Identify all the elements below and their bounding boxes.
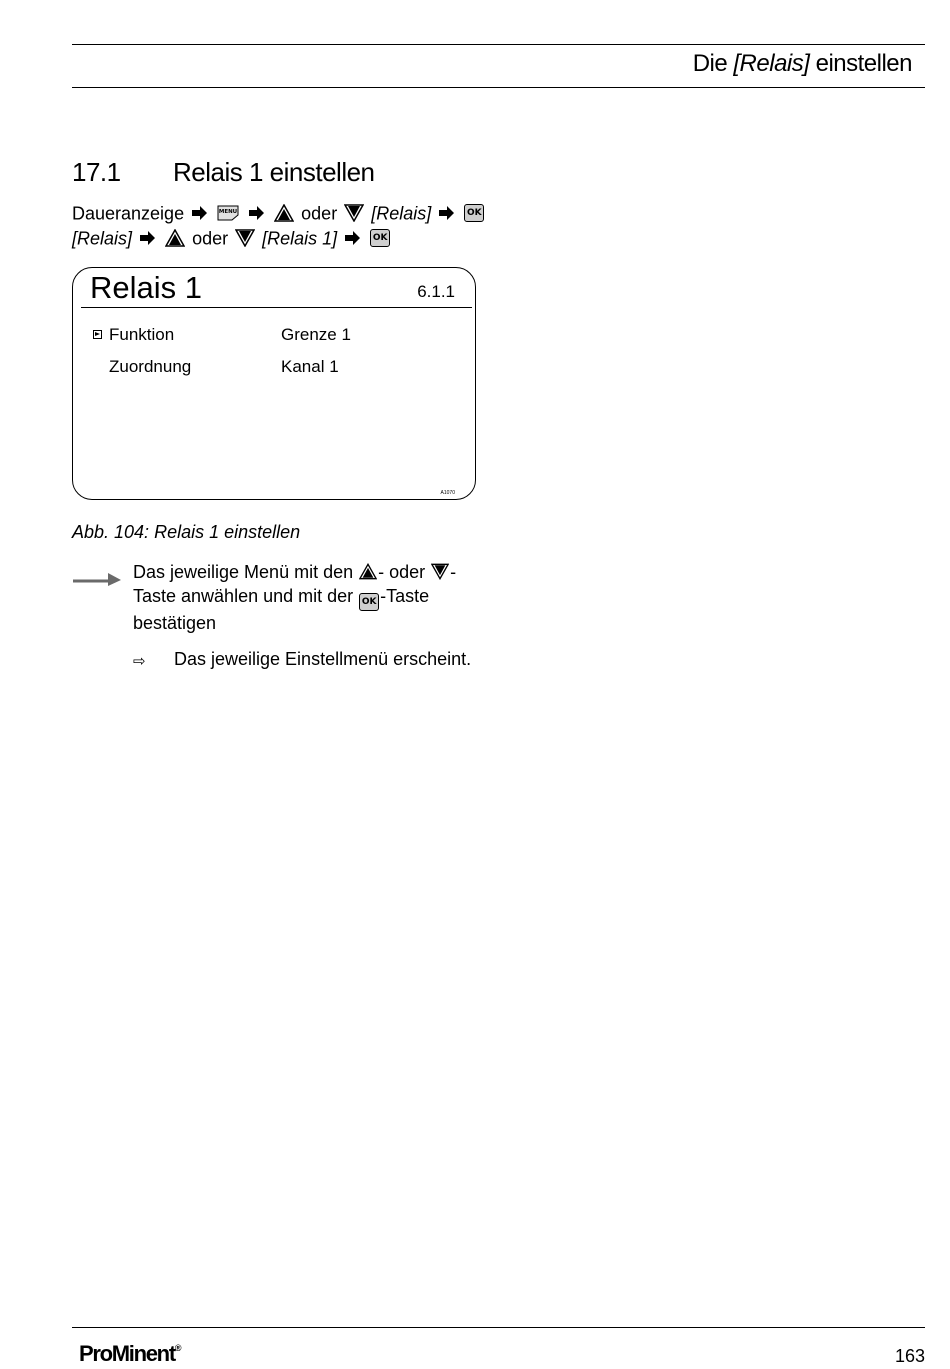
section-title: Relais 1 einstellen [173,157,375,187]
up-key-icon [165,229,185,247]
up-key-icon [274,204,294,222]
display-row-label: Funktion [109,325,175,344]
right-arrow-icon [438,206,455,220]
up-key-icon [359,563,377,580]
display-row-value: Grenze 1 [281,325,351,344]
navigation-path-line-2 [72,225,392,249]
navigation-path-line-1 [72,200,486,224]
device-display [72,267,476,500]
figure-id: A1070 [440,490,455,496]
running-header: Die [Relais] einstellen [692,50,912,77]
ok-key-icon: OK [464,204,484,222]
nav-start-menu: [Relais] [72,228,133,249]
nav-or-text: oder [192,228,229,249]
down-key-icon [431,563,449,580]
footer-rule [72,1327,925,1328]
selection-cursor-icon [93,330,102,339]
right-arrow-icon [248,206,265,220]
svg-text:MENU: MENU [218,209,238,216]
down-key-icon [235,229,255,247]
nav-start-text: Daueranzeige [72,203,185,224]
ok-key-icon: OK [370,229,390,247]
nav-or-text: oder [301,203,338,224]
display-menu-code: 6.1.1 [417,282,455,301]
display-divider [81,307,472,308]
display-row-value: Kanal 1 [281,357,339,376]
header-bottom-rule [72,87,925,88]
down-key-icon [344,204,364,222]
right-arrow-icon [191,206,208,220]
section-number: 17.1 [72,157,121,187]
page-number: 163 [894,1346,925,1366]
nav-target-submenu: [Relais 1] [262,228,338,249]
instruction-step: Das jeweilige Menü mit den - oder - Taste anwählen und mit der OK -Taste bestätigen [133,562,457,633]
result-text: Das jeweilige Einstellmenü erscheint. [174,649,472,669]
display-row-label: Zuordnung [109,357,192,376]
ok-key-icon: OK [359,593,379,611]
figure-caption: Abb. 104: Relais 1 einstellen [72,522,301,542]
display-title: Relais 1 [90,270,202,305]
right-arrow-icon [344,231,361,245]
right-arrow-icon [139,231,156,245]
instruction-step-icon [72,570,122,586]
prominent-logo: ProMinent® [79,1341,182,1366]
header-top-rule [72,44,925,45]
menu-key-icon [217,205,239,221]
nav-target-menu: [Relais] [371,203,432,224]
result-arrow-icon: ⇨ [133,652,146,670]
